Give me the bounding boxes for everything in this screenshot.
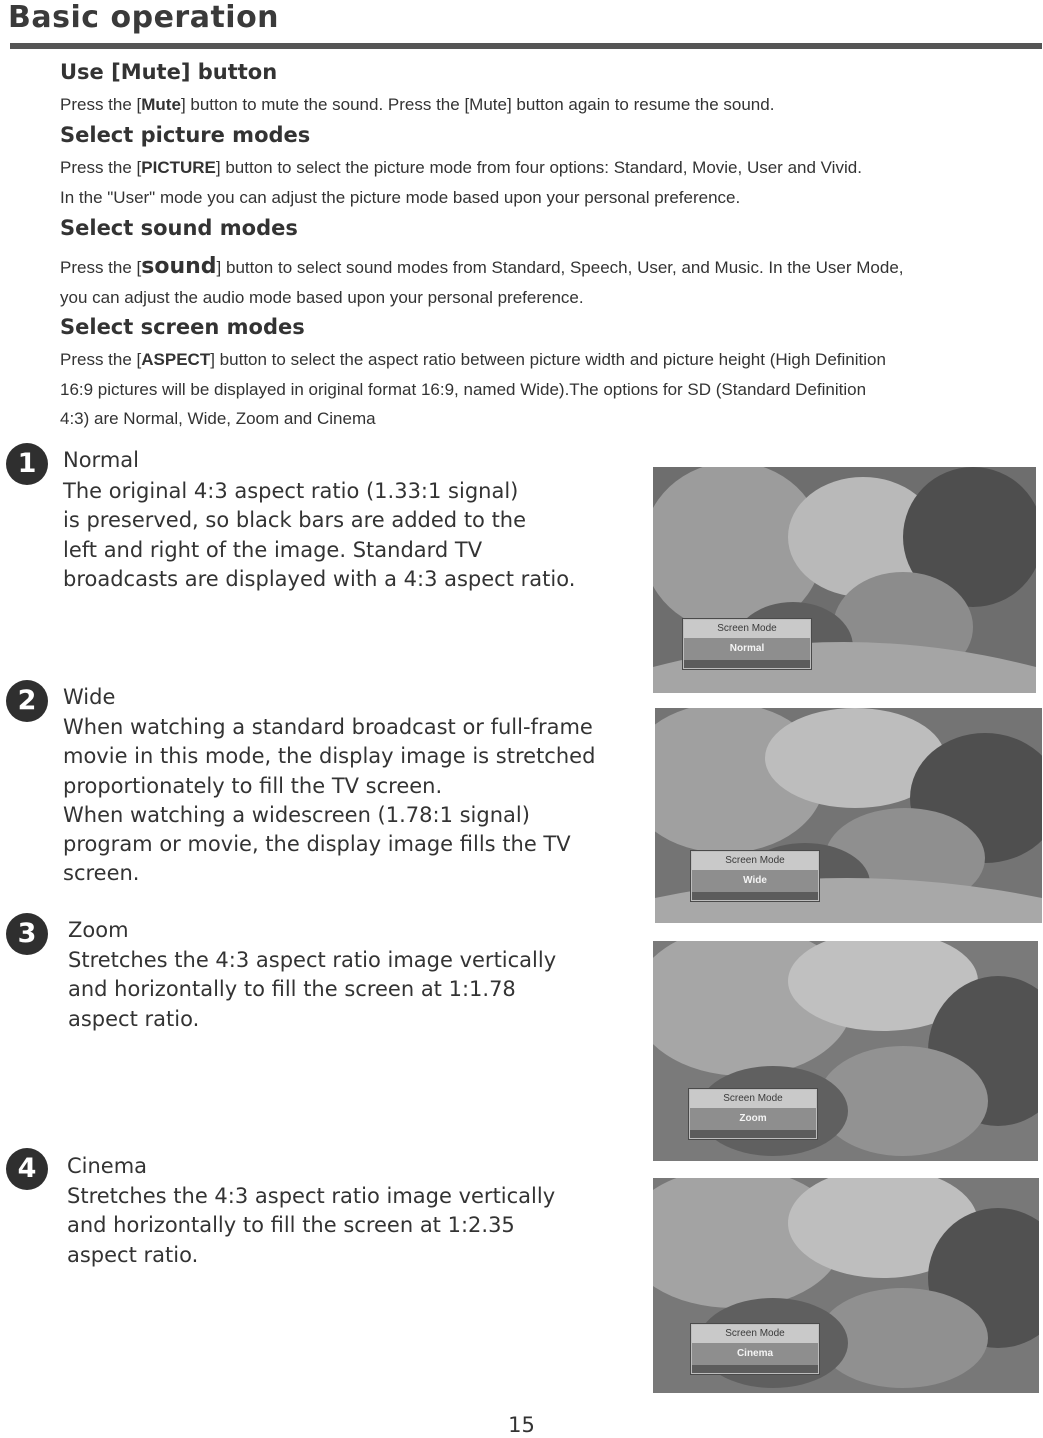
- osd-footer-bar: [690, 1130, 816, 1138]
- osd-title: Screen Mode: [684, 620, 810, 638]
- screen-text-post: ] button to select the aspect ratio between picture width and picture height (High Definition: [210, 350, 886, 369]
- sound-key: sound: [141, 254, 217, 279]
- osd-value: Cinema: [692, 1343, 818, 1365]
- screen-heading: Select screen modes: [60, 315, 305, 339]
- mode-description-zoom: Stretches the 4:3 aspect ratio image vertically and horizontally to fill the screen at 1:1.78 aspect ratio.: [68, 948, 557, 1031]
- mode-title-normal: Normal: [63, 448, 139, 472]
- cinema-mode-photo: [653, 1178, 1039, 1393]
- mute-text-pre: Press the [: [60, 95, 142, 114]
- picture-heading: Select picture modes: [60, 123, 311, 147]
- screen-paragraph: [60, 345, 1040, 434]
- osd-title: Screen Mode: [690, 1090, 816, 1108]
- osd-title: Screen Mode: [692, 1325, 818, 1343]
- mode-title-wide: Wide: [63, 685, 116, 709]
- osd-value: Normal: [684, 638, 810, 660]
- wide-mode-photo: [655, 708, 1042, 923]
- picture-text-pre: Press the [: [60, 158, 142, 177]
- mode-number-badge: 1: [6, 443, 48, 485]
- sound-text-post: ] button to select sound modes from Standard, Speech, User, and Music. In the User Mode,: [216, 258, 904, 277]
- picture-key: PICTURE: [141, 158, 216, 177]
- picture-paragraph: [60, 153, 1040, 212]
- screen-mode-osd: [689, 1089, 817, 1139]
- screen-mode-osd: [683, 619, 811, 669]
- screen-text-line3: 4:3) are Normal, Wide, Zoom and Cinema: [60, 409, 376, 428]
- mode-title-cinema: Cinema: [67, 1154, 148, 1178]
- picture-text-post: ] button to select the picture mode from four options: Standard, Movie, User and Vivid.: [215, 158, 862, 177]
- mode-number-badge: 4: [6, 1148, 48, 1190]
- sound-text-pre: Press the [: [60, 258, 142, 277]
- picture-text-line2: In the "User" mode you can adjust the picture mode based upon your personal preference.: [60, 187, 741, 207]
- screen-mode-osd: [691, 1324, 819, 1374]
- mute-heading: Use [Mute] button: [60, 60, 278, 84]
- osd-footer-bar: [692, 892, 818, 900]
- title-divider: [10, 43, 1042, 49]
- zoom-mode-photo: [653, 941, 1038, 1161]
- screen-text-pre: Press the [: [60, 350, 142, 369]
- mute-key: Mute: [141, 95, 181, 114]
- screen-text-line2: 16:9 pictures will be displayed in original format 16:9, named Wide).The options for SD (Standard Definition: [60, 379, 867, 399]
- normal-mode-photo: [653, 467, 1036, 693]
- mode-number-badge: 3: [6, 913, 48, 955]
- sound-heading: Select sound modes: [60, 216, 298, 240]
- sound-text-line2: you can adjust the audio mode based upon your personal preference.: [60, 287, 584, 307]
- osd-footer-bar: [692, 1365, 818, 1373]
- screen-mode-osd: [691, 851, 819, 901]
- page-number: 15: [508, 1413, 535, 1437]
- osd-title: Screen Mode: [692, 852, 818, 870]
- mode-description-wide: When watching a standard broadcast or full-frame movie in this mode, the display image is stretched proportionately to fill the TV screen. When watching a widescreen (1.78:1 signal) program or movie, the display image fills the TV screen.: [63, 715, 596, 886]
- sound-paragraph: [60, 252, 1040, 312]
- mode-description-cinema: Stretches the 4:3 aspect ratio image vertically and horizontally to fill the screen at 1:2.35 aspect ratio.: [67, 1184, 556, 1267]
- mode-description-normal: The original 4:3 aspect ratio (1.33:1 signal) is preserved, so black bars are added to the left and right of the image. Standard TV broadcasts are displayed with a 4:3 aspect ratio.: [63, 479, 576, 591]
- screen-key: ASPECT: [141, 350, 211, 369]
- osd-value: Zoom: [690, 1108, 816, 1130]
- osd-footer-bar: [684, 660, 810, 668]
- mute-text-post: ] button to mute the sound. Press the [Mute] button again to resume the sound.: [180, 95, 775, 114]
- osd-value: Wide: [692, 870, 818, 892]
- mode-title-zoom: Zoom: [68, 918, 129, 942]
- mute-paragraph: [60, 90, 1040, 120]
- mode-number-badge: 2: [6, 680, 48, 722]
- page-title: Basic operation: [8, 0, 280, 35]
